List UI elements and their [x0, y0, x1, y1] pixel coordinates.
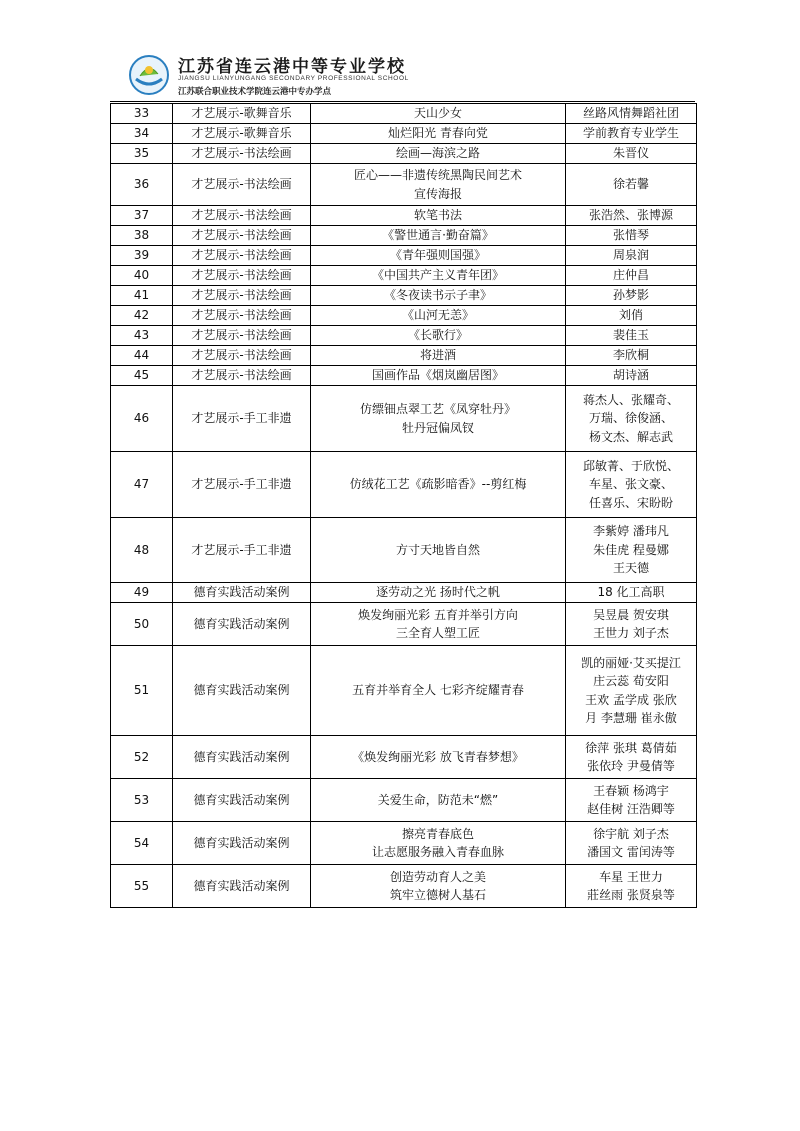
row-title — [311, 124, 566, 144]
row-title — [311, 865, 566, 908]
row-title — [311, 286, 566, 306]
row-title-line: 五育并举育全人 七彩齐绽耀青春 — [352, 683, 524, 698]
row-people-line: 潘国文 雷闰涛等 — [587, 845, 675, 859]
row-number: 33 — [111, 104, 173, 124]
row-title-line: 灿烂阳光 青春向党 — [388, 126, 488, 141]
row-title-line: 擦亮青春底色 — [401, 826, 474, 841]
row-title — [311, 779, 566, 822]
row-category: 德育实践活动案例 — [173, 646, 311, 736]
row-number: 46 — [111, 386, 173, 452]
row-category: 才艺展示-书法绘画 — [173, 326, 311, 346]
row-people — [566, 603, 697, 646]
row-people-line: 王天德 — [612, 561, 649, 576]
row-people-line: 张依玲 尹曼倩等 — [587, 759, 675, 773]
row-title — [311, 452, 566, 518]
row-people — [566, 226, 697, 246]
row-people-line: 18 化工高职 — [597, 585, 665, 600]
table-row — [111, 206, 697, 226]
row-number: 35 — [111, 144, 173, 164]
row-title-line: 《山河无恙》 — [401, 308, 474, 323]
row-category: 才艺展示-书法绘画 — [173, 306, 311, 326]
row-title-line: 仿缥钿点翠工艺《凤穿牡丹》 — [359, 402, 516, 416]
row-category: 才艺展示-书法绘画 — [173, 144, 311, 164]
row-number: 43 — [111, 326, 173, 346]
row-people-line: 学前教育专业学生 — [582, 126, 679, 141]
row-number: 38 — [111, 226, 173, 246]
row-title-line: 筑牢立德树人基石 — [389, 888, 486, 902]
row-people-line: 李欣桐 — [612, 348, 649, 363]
row-people-line: 朱晋仪 — [612, 146, 649, 161]
row-people-line: 朱佳虎 程曼娜 — [593, 542, 669, 557]
row-title-line: 让志愿服务融入青春血脉 — [371, 845, 504, 859]
table-row — [111, 286, 697, 306]
row-category: 才艺展示-书法绘画 — [173, 366, 311, 386]
row-number: 54 — [111, 822, 173, 865]
row-number: 47 — [111, 452, 173, 518]
row-people-line: 李紫婷 潘玮凡 — [593, 524, 669, 539]
table-row — [111, 266, 697, 286]
row-category: 德育实践活动案例 — [173, 865, 311, 908]
row-people-line: 庄仲昌 — [612, 268, 649, 283]
row-category: 才艺展示-书法绘画 — [173, 226, 311, 246]
row-people-line: 丝路风情舞蹈社团 — [582, 106, 679, 121]
table-row — [111, 736, 697, 779]
row-people-line: 张惜琴 — [612, 228, 649, 243]
row-title — [311, 206, 566, 226]
row-people-line: 凯的丽娅·艾买提江 — [581, 655, 681, 670]
table-row — [111, 779, 697, 822]
table-row — [111, 452, 697, 518]
table-row — [111, 124, 697, 144]
row-people — [566, 366, 697, 386]
row-people — [566, 286, 697, 306]
row-title-line: 牡丹冠偏凤钗 — [401, 420, 474, 435]
row-number: 51 — [111, 646, 173, 736]
table-row — [111, 164, 697, 206]
row-title-line: 三全育人塑工匠 — [395, 626, 480, 640]
row-category: 德育实践活动案例 — [173, 736, 311, 779]
awards-table-body — [111, 104, 697, 908]
row-title — [311, 518, 566, 583]
row-title-line: 仿绒花工艺《疏影暗香》--剪红梅 — [349, 477, 527, 492]
row-people-line: 万瑞、徐俊涵、 — [588, 411, 673, 426]
row-title-line: 《中国共产主义青年团》 — [371, 268, 504, 283]
row-category: 才艺展示-书法绘画 — [173, 346, 311, 366]
row-number: 48 — [111, 518, 173, 583]
row-title-line: 绘画—海滨之路 — [395, 146, 480, 161]
school-logo-icon — [128, 54, 170, 96]
row-title — [311, 226, 566, 246]
row-category: 才艺展示-歌舞音乐 — [173, 104, 311, 124]
row-number: 55 — [111, 865, 173, 908]
table-row — [111, 366, 697, 386]
row-people-line: 邱敏菁、于欣悦、 — [582, 458, 679, 473]
row-category: 才艺展示-手工非遗 — [173, 452, 311, 518]
row-category: 才艺展示-书法绘画 — [173, 206, 311, 226]
row-title-line: 《警世通言·勤奋篇》 — [382, 228, 494, 243]
row-number: 53 — [111, 779, 173, 822]
school-name-en: JIANGSU LIANYUNGANG SECONDARY PROFESSIONAL SCHOOL — [178, 75, 409, 82]
row-category: 才艺展示-手工非遗 — [173, 386, 311, 452]
table-row — [111, 306, 697, 326]
table-row — [111, 346, 697, 366]
school-header — [128, 52, 688, 102]
row-title — [311, 583, 566, 603]
row-category: 才艺展示-书法绘画 — [173, 164, 311, 206]
row-title — [311, 164, 566, 206]
row-people-line: 刘俏 — [618, 308, 643, 323]
table-row — [111, 246, 697, 266]
row-number: 50 — [111, 603, 173, 646]
row-number: 45 — [111, 366, 173, 386]
table-row — [111, 646, 697, 736]
row-title — [311, 646, 566, 736]
row-people-line: 车星 王世力 — [599, 869, 663, 884]
row-category: 德育实践活动案例 — [173, 603, 311, 646]
row-title — [311, 822, 566, 865]
row-number: 37 — [111, 206, 173, 226]
row-people — [566, 164, 697, 206]
header-divider — [110, 101, 695, 102]
row-people-line: 车星、张文豪、 — [588, 477, 673, 492]
row-people — [566, 779, 697, 822]
row-number: 40 — [111, 266, 173, 286]
row-number: 52 — [111, 736, 173, 779]
row-title-line: 宣传海报 — [413, 186, 462, 201]
row-people — [566, 104, 697, 124]
row-number: 44 — [111, 346, 173, 366]
table-row — [111, 226, 697, 246]
row-people-line: 任喜乐、宋盼盼 — [588, 495, 673, 510]
row-people — [566, 306, 697, 326]
row-title-line: 国画作品《烟岚幽居图》 — [371, 368, 504, 383]
row-people-line: 王欢 孟学成 张欣 — [585, 692, 677, 707]
row-people — [566, 326, 697, 346]
row-people-line: 蒋杰人、张耀奇、 — [582, 392, 679, 407]
row-people-line: 徐若馨 — [612, 177, 649, 192]
row-people — [566, 646, 697, 736]
row-title-line: 软笔书法 — [413, 208, 462, 223]
school-subtitle: 江苏联合职业技术学院连云港中专办学点 — [178, 87, 332, 97]
row-title-line: 关爱生命，防范未“燃” — [377, 792, 499, 807]
row-people-line: 赵佳树 汪浩卿等 — [587, 802, 675, 816]
row-title — [311, 386, 566, 452]
row-title-line: 匠心——非遗传统黑陶民间艺术 — [353, 168, 522, 182]
row-people-line: 莊丝雨 张贤泉等 — [587, 888, 675, 902]
row-title — [311, 266, 566, 286]
row-people — [566, 452, 697, 518]
table-row — [111, 865, 697, 908]
row-number: 36 — [111, 164, 173, 206]
table-row — [111, 822, 697, 865]
row-people-line: 孙梦影 — [612, 288, 649, 303]
row-title-line: 将进酒 — [419, 348, 456, 363]
row-title-line: 《长歌行》 — [407, 328, 468, 343]
row-title — [311, 104, 566, 124]
row-number: 49 — [111, 583, 173, 603]
row-category: 德育实践活动案例 — [173, 779, 311, 822]
row-people — [566, 144, 697, 164]
row-people-line: 胡诗涵 — [612, 368, 649, 383]
row-people — [566, 206, 697, 226]
row-number: 41 — [111, 286, 173, 306]
row-number: 39 — [111, 246, 173, 266]
row-people — [566, 583, 697, 603]
row-category: 才艺展示-书法绘画 — [173, 266, 311, 286]
row-title-line: 方寸天地皆自然 — [395, 542, 480, 557]
row-people-line: 月 李慧珊 崔永傲 — [585, 711, 677, 725]
row-people-line: 徐萍 张琪 葛倩茹 — [585, 740, 677, 755]
row-people — [566, 266, 697, 286]
row-title — [311, 144, 566, 164]
row-people — [566, 822, 697, 865]
row-people — [566, 736, 697, 779]
row-title-line: 逐劳动之光 扬时代之帆 — [376, 585, 500, 600]
row-title — [311, 326, 566, 346]
awards-table — [110, 103, 697, 908]
row-title — [311, 736, 566, 779]
row-people — [566, 386, 697, 452]
table-row — [111, 603, 697, 646]
row-number: 42 — [111, 306, 173, 326]
row-title-line: 天山少女 — [413, 106, 462, 121]
row-people — [566, 124, 697, 144]
row-people-line: 庄云蕊 荀安阳 — [593, 674, 669, 688]
table-row — [111, 386, 697, 452]
row-people-line: 王春颖 杨鸿宇 — [593, 783, 669, 798]
row-title-line: 《青年强则国强》 — [389, 248, 486, 263]
row-people-line: 吴昱晨 贺安琪 — [593, 607, 669, 622]
row-title-line: 《焕发绚丽光彩 放飞青春梦想》 — [352, 749, 524, 764]
row-people-line: 张浩然、张博源 — [588, 208, 673, 223]
row-category: 德育实践活动案例 — [173, 822, 311, 865]
row-people — [566, 865, 697, 908]
row-people-line: 周泉润 — [612, 248, 649, 263]
row-people-line: 王世力 刘子杰 — [593, 626, 669, 640]
row-category: 才艺展示-歌舞音乐 — [173, 124, 311, 144]
row-people — [566, 346, 697, 366]
table-row — [111, 104, 697, 124]
row-people — [566, 518, 697, 583]
row-title — [311, 306, 566, 326]
table-row — [111, 583, 697, 603]
table-row — [111, 518, 697, 583]
row-number: 34 — [111, 124, 173, 144]
school-name-cn: 江苏省连云港中等专业学校 — [178, 57, 406, 77]
row-title — [311, 603, 566, 646]
row-people — [566, 246, 697, 266]
row-people-line: 徐宇航 刘子杰 — [593, 826, 669, 841]
row-title — [311, 246, 566, 266]
table-row — [111, 326, 697, 346]
row-category: 德育实践活动案例 — [173, 583, 311, 603]
row-title — [311, 366, 566, 386]
table-row — [111, 144, 697, 164]
row-category: 才艺展示-书法绘画 — [173, 286, 311, 306]
row-category: 才艺展示-手工非遗 — [173, 518, 311, 583]
row-people-line: 裴佳玉 — [612, 328, 649, 343]
row-category: 才艺展示-书法绘画 — [173, 246, 311, 266]
row-title-line: 创造劳动育人之美 — [389, 869, 486, 884]
row-people-line: 杨文杰、解志武 — [588, 429, 673, 444]
row-title-line: 焕发绚丽光彩 五育并举引方向 — [358, 607, 518, 622]
row-title-line: 《冬夜读书示子聿》 — [383, 288, 492, 303]
row-title — [311, 346, 566, 366]
